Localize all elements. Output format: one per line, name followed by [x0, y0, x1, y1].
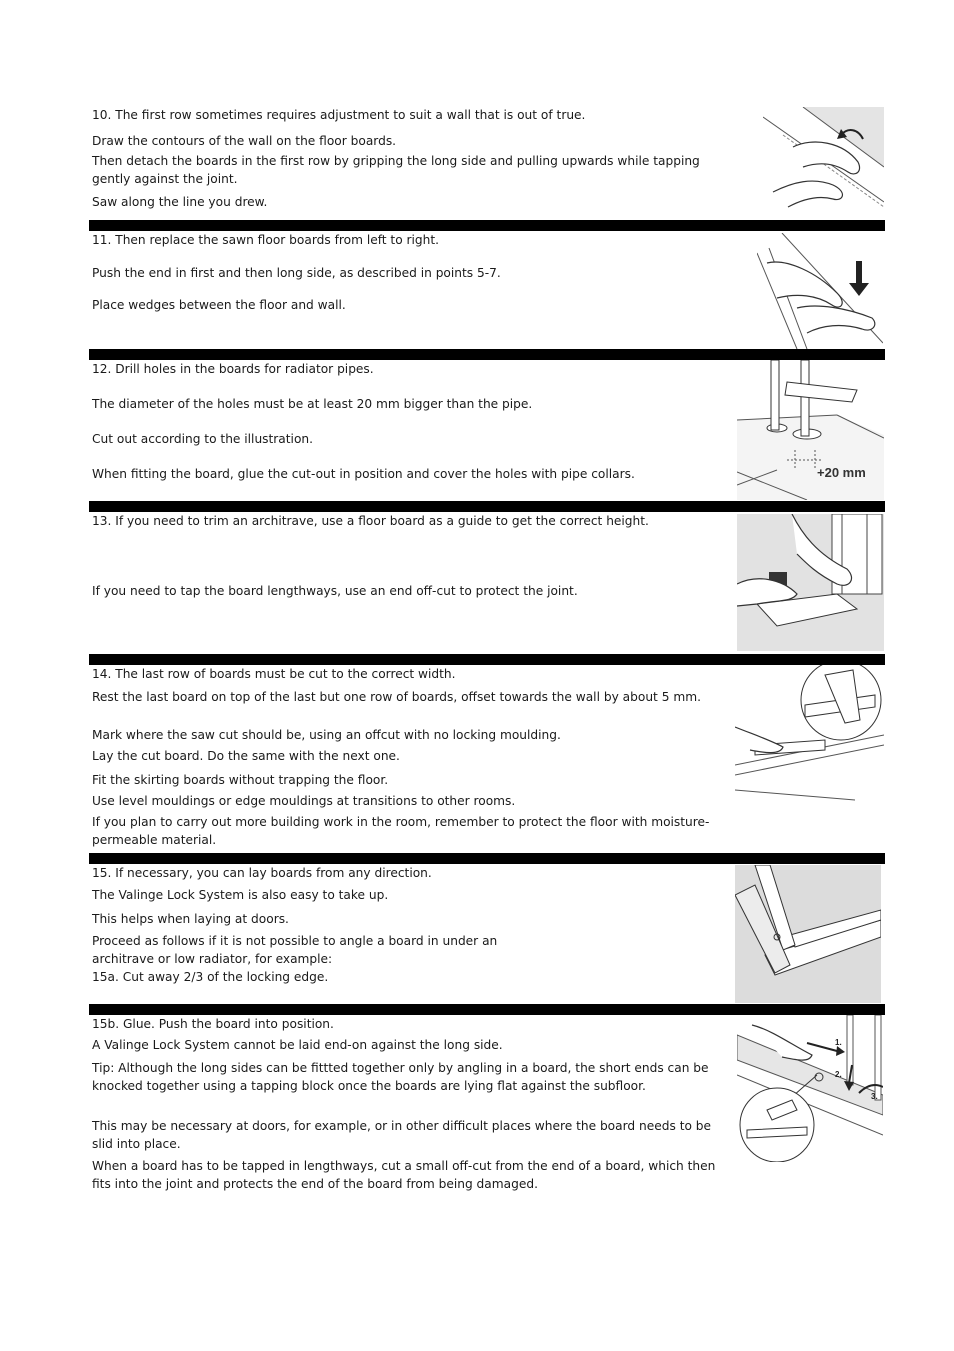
step-14-text: Rest the last board on top of the last but one row of boards, offset towards the wall by about 5 mm. [92, 690, 701, 704]
step-14-text: If you plan to carry out more building work in the room, remember to protect the floor with moisture-permeable material. [92, 815, 710, 847]
step-15-text: Proceed as follows if it is not possible to angle a board in under an [92, 934, 498, 948]
step-14-text: Lay the cut board. Do the same with the next one. [92, 749, 400, 763]
step-11-heading: 11. Then replace the sawn floor boards from left to right. [92, 233, 440, 247]
step-14-heading: 14. The last row of boards must be cut to the correct width. [92, 667, 456, 681]
step-15b-heading: 15b. Glue. Push the board into position. [92, 1017, 334, 1031]
radiator-pipe-illustration [737, 360, 884, 500]
step-15a-text: 15a. Cut away 2/3 of the locking edge. [92, 970, 329, 984]
section-divider [89, 654, 885, 665]
step-15-text: architrave or low radiator, for example: [92, 952, 333, 966]
section-divider [89, 501, 885, 512]
step-13-text: If you need to tap the board lengthways, use an end off-cut to protect the joint. [92, 584, 578, 598]
section-divider [89, 1004, 885, 1015]
architrave-trim-illustration [737, 514, 884, 651]
step-15b-text: This may be necessary at doors, for example, or in other difficult places where the board needs to be slid into place. [92, 1119, 712, 1151]
cut-locking-edge-illustration [735, 865, 881, 1003]
last-row-illustration [735, 665, 884, 802]
step-12-text: Cut out according to the illustration. [92, 432, 313, 446]
step-10-text: Draw the contours of the wall on the floor boards. [92, 134, 397, 148]
step-11-text: Place wedges between the floor and wall. [92, 298, 346, 312]
wall-contour-illustration [763, 107, 884, 219]
section-divider [89, 349, 885, 360]
section-divider [89, 220, 885, 231]
push-into-position-illustration [737, 1015, 883, 1162]
step-10-heading: 10. The first row sometimes requires adjustment to suit a wall that is out of true. [92, 108, 586, 122]
step-15-text: The Valinge Lock System is also easy to take up. [92, 888, 389, 902]
step-number-3: 3. [871, 1092, 878, 1101]
step-14-text: Use level mouldings or edge mouldings at transitions to other rooms. [92, 794, 516, 808]
step-15-heading: 15. If necessary, you can lay boards from any direction. [92, 866, 432, 880]
step-11-text: Push the end in first and then long side, as described in points 5-7. [92, 266, 501, 280]
step-10-text: Then detach the boards in the first row by gripping the long side and pulling upwards while tapping gently against the joint. [92, 154, 700, 186]
step-number-1: 1. [835, 1038, 842, 1047]
dimension-label: +20 mm [817, 465, 866, 480]
step-14-text: Mark where the saw cut should be, using an offcut with no locking moulding. [92, 728, 561, 742]
step-15b-text: A Valinge Lock System cannot be laid end-on against the long side. [92, 1038, 503, 1052]
step-15-text: This helps when laying at doors. [92, 912, 289, 926]
step-number-2: 2. [835, 1070, 842, 1079]
step-12-text: When fitting the board, glue the cut-out in position and cover the holes with pipe collars. [92, 467, 635, 481]
step-15b-text: When a board has to be tapped in lengthways, cut a small off-cut from the end of a board, which then fits into the joint and protects the end of the board from being damaged. [92, 1159, 716, 1191]
step-13-heading: 13. If you need to trim an architrave, use a floor board as a guide to get the correct height. [92, 514, 649, 528]
step-15b-tip: Tip: Although the long sides can be fittted together only by angling in a board, the short ends can be knocked together using a tapping block once the boards are lying flat against the subfloor. [92, 1061, 709, 1093]
section-divider [89, 853, 885, 864]
step-12-text: The diameter of the holes must be at least 20 mm bigger than the pipe. [92, 397, 533, 411]
step-14-text: Fit the skirting boards without trapping the floor. [92, 773, 389, 787]
step-12-heading: 12. Drill holes in the boards for radiator pipes. [92, 362, 374, 376]
replace-boards-illustration [757, 233, 883, 349]
step-10-text: Saw along the line you drew. [92, 195, 268, 209]
